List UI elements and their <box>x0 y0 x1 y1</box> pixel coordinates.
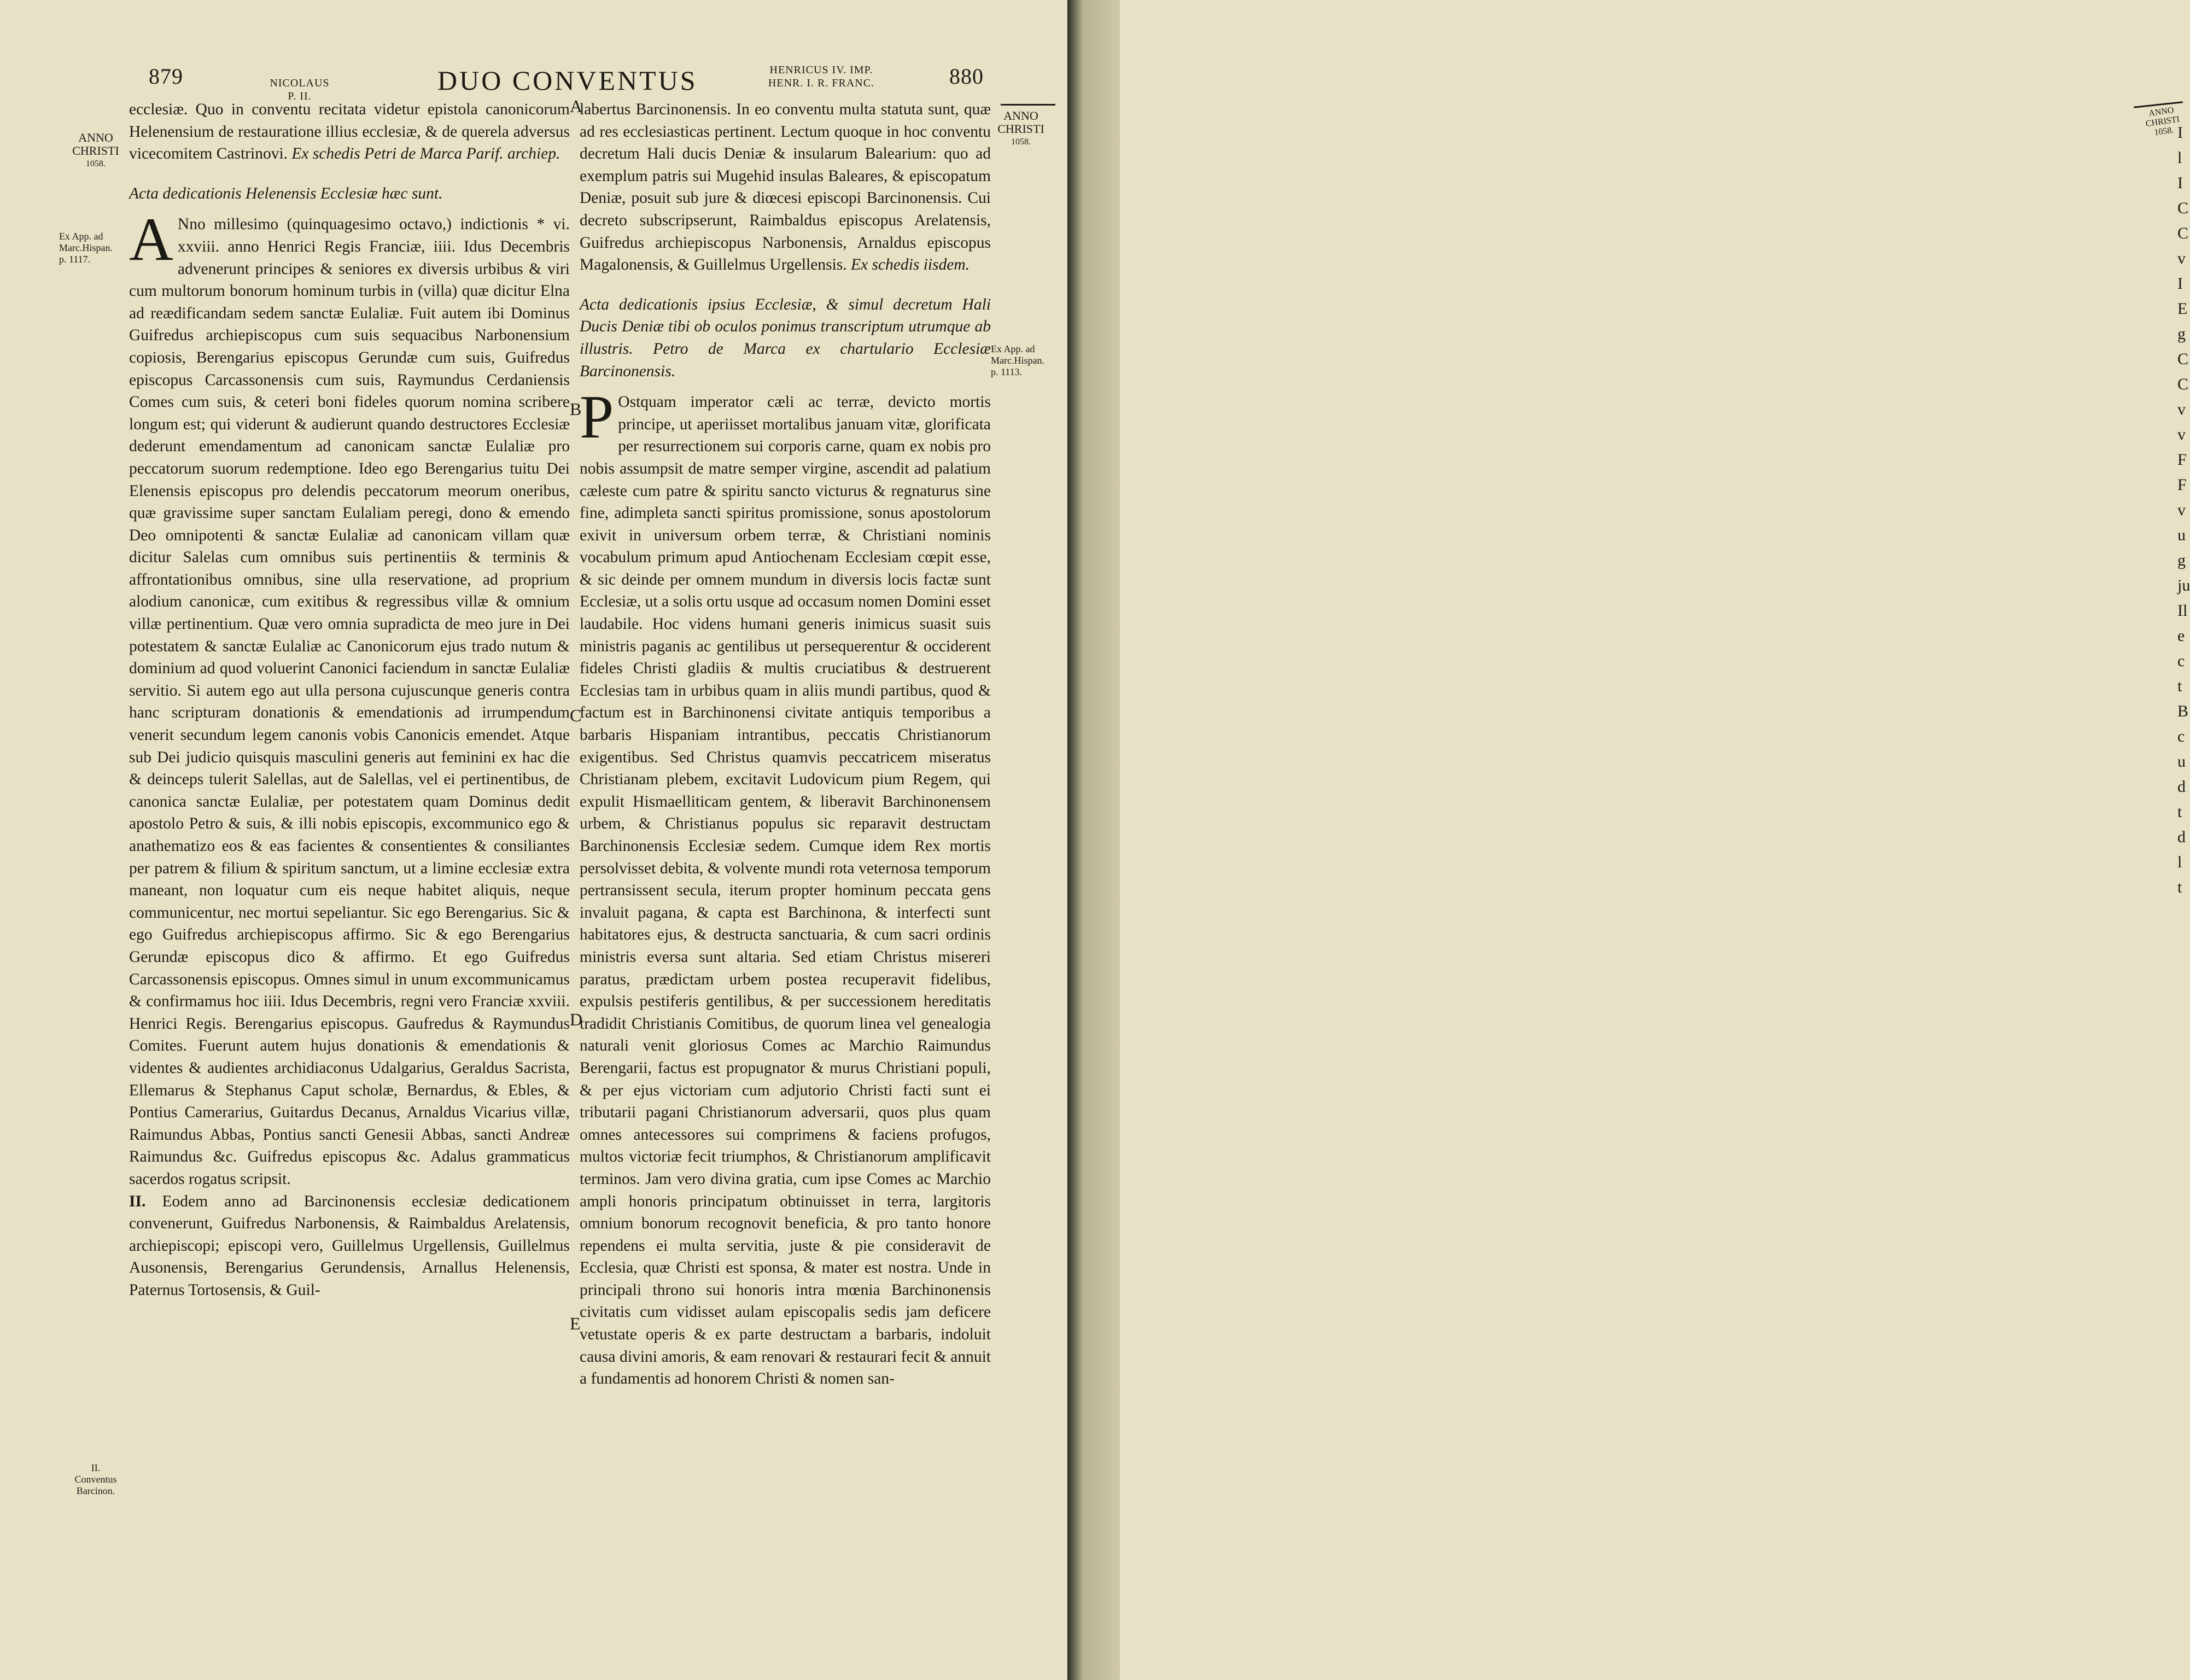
facing-page-edge <box>1067 0 2190 1680</box>
edge-anno-note: ANNO CHRISTI 1058. <box>2145 106 2180 138</box>
left-body-2-text: Eodem anno ad Barcinonensis ecclesiæ dedicationem convenerunt, Guifredus Narbonensis, & Raimbaldus Arelatensis, archiepiscopi; episcopi vero, Guillelmus Urgellensis, Guillelmus Ausonensis, Berengarius Gerundensis, Arnallus Helenensis, Paternus Tortosensis, & Guil- <box>129 1192 570 1299</box>
left-intro <box>129 98 570 165</box>
right-dropcap: P <box>580 383 614 452</box>
left-running-head: NICOLAUS P. II. <box>270 77 330 102</box>
right-anno-label: ANNO CHRISTI <box>997 109 1044 136</box>
side-letter-e: E <box>570 1314 581 1333</box>
conventus-note: II. Conventus Barcinon. <box>74 1462 117 1496</box>
right-column <box>580 98 991 1390</box>
header-rule <box>1001 104 1055 106</box>
side-letter-a: A <box>570 96 583 116</box>
right-intro-source: Ex schedis iisdem. <box>851 256 970 274</box>
right-anno-note <box>991 109 1051 149</box>
section-number: II. <box>129 1192 146 1210</box>
right-intro <box>580 98 991 276</box>
left-column <box>129 98 570 1301</box>
right-page-number: 880 <box>949 64 984 89</box>
right-body-text: Ostquam imperator cæli ac terræ, devicto mortis principe, ut aperiisset mortalibus januam vitæ, glorificata per resurrectionem sui corporis carne, quam ex nobis pro nobis assumpsit de matre semper virgine, ascendit ad palatium cæleste cum patre & spiritu sancto victurus & regnaturus sine fine, adimpleta sancti spiritus promissione, sonus apostolorum exivit in universum orbem terræ, & Christiani nominis vocabulum primum apud Antiochenam Ecclesiam cœpit esse, & sic deinde per omnem mundum in diversis locis factæ sunt Ecclesiæ, ut a solis ortu usque ad occasum nomen Domini esset laudabile. Hoc videns humani generis inimicus suasit suis ministris paganis ac gentilibus ut persequerentur & occiderent fideles Christi gladiis & multis cruciatibus & destruerent Ecclesias tam in urbibus quam in aliis mundi partibus, quod & factum est in Barchinonensi civitate antiquis temporibus a barbaris Hispaniam intrantibus, peccatis Christianorum exigentibus. Sed Christus quamvis peccatricem miseratus Christianam plebem, excitavit Ludovicum pium Regem, qui expulit Hismaelliticam gentem, & liberavit Barchinonensem urbem, & Christianus populus sic reparavit destructam Barchinonensis Ecclesiæ sedem. Cumque idem Rex mortis persolvisset debita, & volvente mundi rota veternosa temporum pertransissent secula, iterum propter hominum peccata gens invaluit pagana, & capta est Barchinona, & interfecti sunt habitatores ejus, & destructa sanctuaria, & cum sacri ordinis ministris eversa sunt altaria. Sed etiam Christus misereri paratus, prædictam urbem postea recuperavit fidelibus, expulsis pestiferis gentilibus, & per successionem hereditatis tradidit Christianis Comitibus, de quorum linea vel genealogia naturali venit gloriosus Comes ac Marchio Raimundus Berengarii, factus est propugnator & murus Christiani populi, & per ejus victoriam cum adjutorio Christi facti sunt ei tributarii pagani Christianorum adversarii, quos plus quam omnes antecessores sui comprimens & faciens profugos, multos victoriæ fecit triumphos, & Christianorum amplificavit terminos. Jam vero divina gratia, cum ipse Comes ac Marchio ampli honoris principatum obtinuisset in terra, largitoris omnium bonorum recognovit beneficia, & pro tanto honore rependens ei multa servitia, juste & pie consideravit de Ecclesia, quæ Christi est sponsa, & mater est nostra. Unde in principali throno sui honoris intra mœnia Barchinonensis civitatis cum vidisset aulam episcopalis sedis jam deficere vetustate operis & ex parte destructam a barbaris, indoluit causa divini amoris, & eam renovari & restaurari fecit & annuit a fundamentis ad honorem Christi & nomen san- <box>580 393 991 1388</box>
right-body-paragraph <box>580 383 991 1390</box>
left-anno-label: ANNO CHRISTI <box>72 131 119 158</box>
side-letter-d: D <box>570 1010 583 1029</box>
left-page-number: 879 <box>149 64 183 89</box>
page-title: DUO CONVENTUS <box>437 65 698 96</box>
right-intro-text: labertus Barcinonensis. In eo conventu multa statuta sunt, quæ ad res ecclesiasticas pertinent. Lectum quoque in hoc conventu decretum Hali ducis Deniæ & insularum Balearium: quo ad exemplum patris sui Mugehid insulas Baleares, & episcopatum Deniæ, posuit sub jure & diœcesi episcopi Barcinonensis. Cui decreto subscripserunt, Raimbaldus episcopus Arelatensis, Guifredus archiepiscopus Narbonensis, Arnaldus episcopus Magalonensis, & Guillelmus Urgellensis. <box>580 101 991 274</box>
left-appendix-note: Ex App. ad Marc.Hispan. p. 1117. <box>59 231 113 265</box>
right-anno-year: 1058. <box>1011 137 1031 147</box>
right-running-head: HENRICUS IV. IMP. HENR. I. R. FRANC. <box>768 64 875 89</box>
left-anno-note <box>59 131 132 171</box>
side-letter-c: C <box>570 705 582 725</box>
left-intro-text: ecclesiæ. Quo in conventu recitata videtur epistola canonicorum Helenensium de restauratione illius ecclesiæ, & de querela adversus vicecomitem Castrinovi. <box>129 101 570 163</box>
left-anno-year: 1058. <box>86 159 106 168</box>
right-heading: Acta dedicationis ipsius Ecclesiæ, & simul decretum Hali Ducis Deniæ tibi ob oculos ponimus transcriptum utrumque ab illustris. Petro de Marca ex chartulario Ecclesiæ Barcinonensis. <box>580 295 991 380</box>
left-body-paragraph-2 <box>129 1191 570 1302</box>
left-intro-source: Ex schedis Petri de Marca Parif. archiep. <box>291 145 560 163</box>
side-letter-b: B <box>570 399 582 419</box>
left-heading: Acta dedicationis Helenensis Ecclesiæ hæc sunt. <box>129 184 443 202</box>
left-body-paragraph-1 <box>129 206 570 1190</box>
left-dropcap: A <box>129 206 173 274</box>
edge-letters: I l I C C v I E g C C v v F F v u g ju Il e c t B c u d t d l t <box>2177 124 2190 896</box>
right-appendix-note: Ex App. ad Marc.Hispan. p. 1113. <box>991 343 1044 377</box>
left-body-1-text: Nno millesimo (quinquagesimo octavo,) indictionis * vi. xxviii. anno Henrici Regis Franciæ, iiii. Idus Decembris advenerunt principes & seniores ex diversis urbibus & viri cum multorum bonorum hominum turbis in (villa) quæ dicitur Elna ad reædificandam sedem sanctæ Eulaliæ. Fuit autem ibi Dominus Guifredus archiepiscopus cum suis sequacibus Narbonensium copiosis, Berengarius episcopus Gerundæ cum suis, Guifredus episcopus Carcassonensis cum suis, Raymundus Cerdaniensis Comes cum suis, & ceteri boni fideles quorum nomina scribere longum est; qui viderunt & audierunt quando destructores Ecclesiæ dederunt emendamentum ad canonicam sanctæ Eulaliæ pro peccatorum suorum redemptione. Ideo ego Berengarius tuitu Dei Elenensis episcopus pro delendis peccatorum meorum oneribus, quæ gravissime super sanctam Eulaliam peregi, dono & emendo Deo omnipotenti & sanctæ Eulaliæ ad canonicam villam quæ dicitur Salelas cum omnibus suis pertinentiis & terminis & affrontationibus omnibus, sine ulla reservatione, ad proprium alodium canonicæ, cum exitibus & regressibus villæ & omnium villæ pertinentium. Quæ vero omnia supradicta de meo jure in Dei potestatem & sanctæ Eulaliæ ac Canonicorum ejus trado nutum & dominium ad quod voluerint Canonici faciendum in sanctæ Eulaliæ servitio. Si autem ego aut ulla persona cujuscunque generis contra hanc scripturam donationis & emendationis ad irrumpendum venerit secundum legem canonis vobis Canonicis emendet. Atque sub Dei judicio quisquis masculini generis aut feminini ex hac die & deinceps tulerit Salellas, aut de Salellas, vel ei pertinentibus, de canonica sanctæ Eulaliæ, per potestatem quam Dominus dedit apostolo Petro & suis, & illi nobis episcopis, excommunico ego & anathematizo eos & eas facientes & consentientes & consiliantes per patrem & filium & spiritum sanctum, ut a limine ecclesiæ extra maneant, non loquatur cum eis neque habitet aliquis, neque communicentur, nec mortui sepeliantur. Sic ego Berengarius. Sic & ego Guifredus archiepiscopus affirmo. Sic & ego Berengarius Gerundæ episcopus dico & affirmo. Et ego Guifredus Carcassonensis episcopus. Omnes simul in unum excommunicamus & confirmamus hoc iiii. Idus Decembris, regni vero Franciæ xxviii. Henrici Regis. Berengarius episcopus. Gaufredus & Raymundus Comites. Fuerunt autem hujus donationis & emendationis & videntes & audientes archidiaconus Udalgarius, Geraldus Sacrista, Ellemarus & Stephanus Caput scholæ, Bernardus, & Ebles, & Pontius Camerarius, Guitardus Decanus, Arnaldus Vicarius villæ, Raimundus Abbas, Pontius sancti Genesii Abbas, sancti Andreæ Raimundus &c. Guifredus episcopus &c. Adalus grammaticus sacerdos rogatus scripsit. <box>129 215 570 1188</box>
